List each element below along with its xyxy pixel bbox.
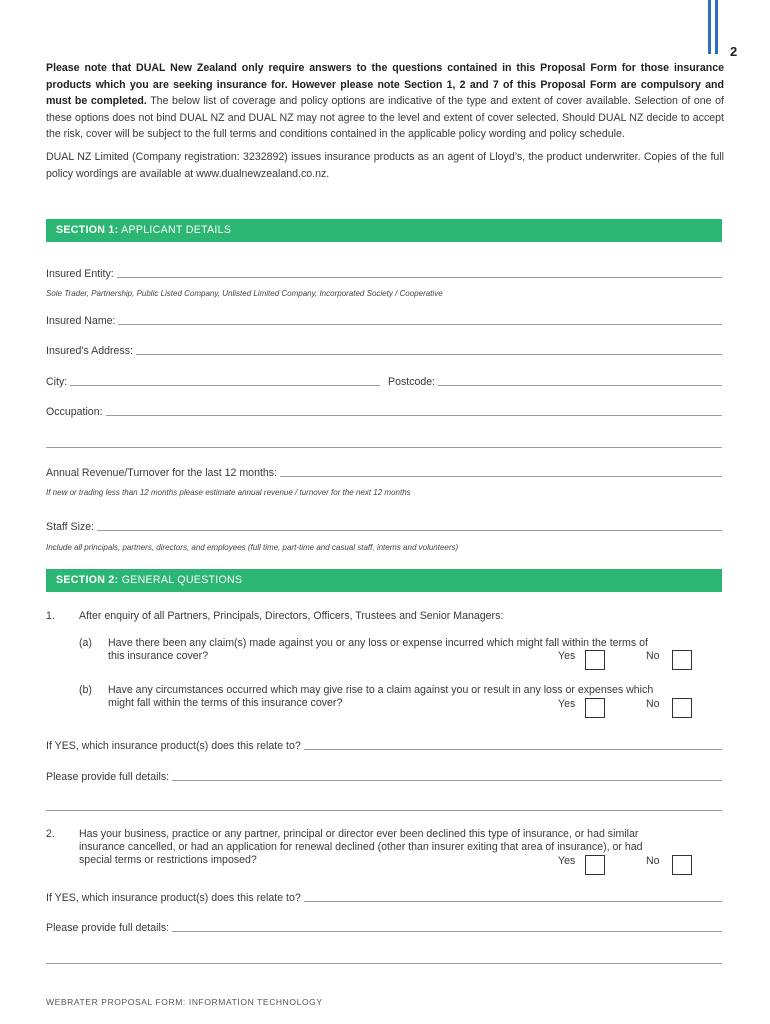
question-2-no-label: No	[646, 855, 660, 867]
question-1b-line2: might fall within the terms of this insurance cover?	[108, 697, 343, 709]
question-1a-yes-label: Yes	[558, 650, 576, 662]
question-1a-line2: this insurance cover?	[108, 650, 209, 662]
question-2-yes-label: Yes	[558, 855, 576, 867]
q1-product-field[interactable]	[46, 740, 722, 752]
page-number: 2	[730, 44, 738, 59]
staff-size-label: Staff Size:	[46, 521, 95, 533]
intro-company-info: DUAL NZ Limited (Company registration: 3232892) issues insurance products as an agent of Lloyd’s, the product underwriter. Copies of the full policy wordings are available at www.dualnewzealand.co.nz.	[46, 150, 724, 180]
postcode-input[interactable]	[438, 376, 722, 386]
q1-details-input[interactable]	[172, 771, 722, 781]
postcode-label: Postcode:	[388, 376, 436, 388]
section-1-title: APPLICANT DETAILS	[121, 224, 232, 236]
q1-product-label: If YES, which insurance product(s) does this relate to?	[46, 740, 301, 752]
section-2-prefix: SECTION 2:	[56, 574, 119, 586]
insured-address-input[interactable]	[136, 345, 722, 355]
staff-size-input[interactable]	[97, 521, 722, 531]
question-1b-no-checkbox[interactable]	[672, 698, 692, 718]
question-1b-line1: Have any circumstances occurred which may give rise to a claim against you or result in any loss or expenses which	[108, 684, 654, 696]
question-1a-number: (a)	[79, 637, 92, 649]
intro-bold-notice: Please note that DUAL New Zealand only require answers to the questions contained in this Proposal Form for those insurance products which you are seeking insurance for. However please note Section 1, 2 and 7 of this Proposal Form are compulsory and must be completed.	[46, 62, 724, 108]
q1-details-field[interactable]	[46, 771, 722, 783]
insured-name-field[interactable]	[46, 315, 722, 327]
section-2-header	[46, 569, 722, 592]
question-1-text: After enquiry of all Partners, Principals, Directors, Officers, Trustees and Senior Managers:	[79, 610, 504, 622]
annual-revenue-hint: If new or trading less than 12 months please estimate annual revenue / turnover for the next 12 months	[46, 488, 411, 497]
question-1b-number: (b)	[79, 684, 92, 696]
header-accent-bar	[715, 0, 718, 54]
q1-details-extra-line[interactable]	[46, 810, 722, 811]
annual-revenue-input[interactable]	[280, 467, 722, 477]
q2-product-input[interactable]	[304, 892, 722, 902]
postcode-field[interactable]	[388, 376, 722, 388]
insured-entity-input[interactable]	[117, 268, 722, 278]
annual-revenue-label: Annual Revenue/Turnover for the last 12 months:	[46, 467, 278, 479]
insured-address-field[interactable]	[46, 345, 722, 357]
header-accent-bar	[708, 0, 711, 54]
question-1a-line1: Have there been any claim(s) made against you or any loss or expense incurred which might fall within the terms of	[108, 637, 648, 649]
insured-entity-hint: Sole Trader, Partnership, Public Listed Company, Unlisted Limited Company, Incorporated Society / Cooperative	[46, 289, 443, 298]
question-1-number: 1.	[46, 610, 55, 622]
question-2-line1: Has your business, practice or any partner, principal or director ever been declined this type of insurance, or had similar	[79, 828, 639, 840]
question-1b-yes-checkbox[interactable]	[585, 698, 605, 718]
q2-details-extra-line[interactable]	[46, 963, 722, 964]
insured-entity-label: Insured Entity:	[46, 268, 114, 280]
city-label: City:	[46, 376, 68, 388]
occupation-extra-line[interactable]	[46, 447, 722, 448]
intro-notice-rest: The below list of coverage and policy options are indicative of the type and extent of cover available. Selection of one of these options does not bind DUAL NZ and DUAL NZ may not agree to the level and extent of cover selected. Should DUAL NZ decide to accept the risk, cover will be subject to the full terms and conditions contained in the applicable policy wording and policy schedule.	[46, 95, 724, 141]
q2-product-field[interactable]	[46, 892, 722, 904]
q1-product-input[interactable]	[304, 740, 722, 750]
staff-size-hint: Include all principals, partners, directors, and employees (full time, part-time and casual staff, interns and volunteers)	[46, 543, 459, 552]
q1-details-label: Please provide full details:	[46, 771, 170, 783]
occupation-label: Occupation:	[46, 406, 103, 418]
question-1b-yes-label: Yes	[558, 698, 576, 710]
q2-details-input[interactable]	[172, 922, 722, 932]
question-1a-yes-checkbox[interactable]	[585, 650, 605, 670]
footer-title: WEBRATER PROPOSAL FORM: INFORMATION TECHNOLOGY	[46, 997, 323, 1007]
q2-details-label: Please provide full details:	[46, 922, 170, 934]
question-2-line3: special terms or restrictions imposed?	[79, 854, 257, 866]
q2-product-label: If YES, which insurance product(s) does this relate to?	[46, 892, 301, 904]
city-field[interactable]	[46, 376, 380, 388]
intro-text	[46, 60, 724, 188]
question-1a-no-label: No	[646, 650, 660, 662]
staff-size-field[interactable]	[46, 521, 722, 533]
question-2-number: 2.	[46, 828, 55, 840]
insured-name-label: Insured Name:	[46, 315, 116, 327]
question-1a-no-checkbox[interactable]	[672, 650, 692, 670]
annual-revenue-field[interactable]	[46, 467, 722, 479]
insured-entity-field[interactable]	[46, 268, 722, 280]
insured-address-label: Insured’s Address:	[46, 345, 133, 357]
occupation-input[interactable]	[106, 406, 722, 416]
section-2-title: GENERAL QUESTIONS	[121, 574, 243, 586]
question-2-no-checkbox[interactable]	[672, 855, 692, 875]
section-1-prefix: SECTION 1:	[56, 224, 119, 236]
insured-name-input[interactable]	[118, 315, 722, 325]
occupation-field[interactable]	[46, 406, 722, 418]
question-1b-no-label: No	[646, 698, 660, 710]
question-2-line2: insurance cancelled, or had an application for renewal declined (other than insurer exiting that area of insurance), or had	[79, 841, 643, 853]
question-2-yes-checkbox[interactable]	[585, 855, 605, 875]
q2-details-field[interactable]	[46, 922, 722, 934]
section-1-header	[46, 219, 722, 242]
city-input[interactable]	[70, 376, 380, 386]
